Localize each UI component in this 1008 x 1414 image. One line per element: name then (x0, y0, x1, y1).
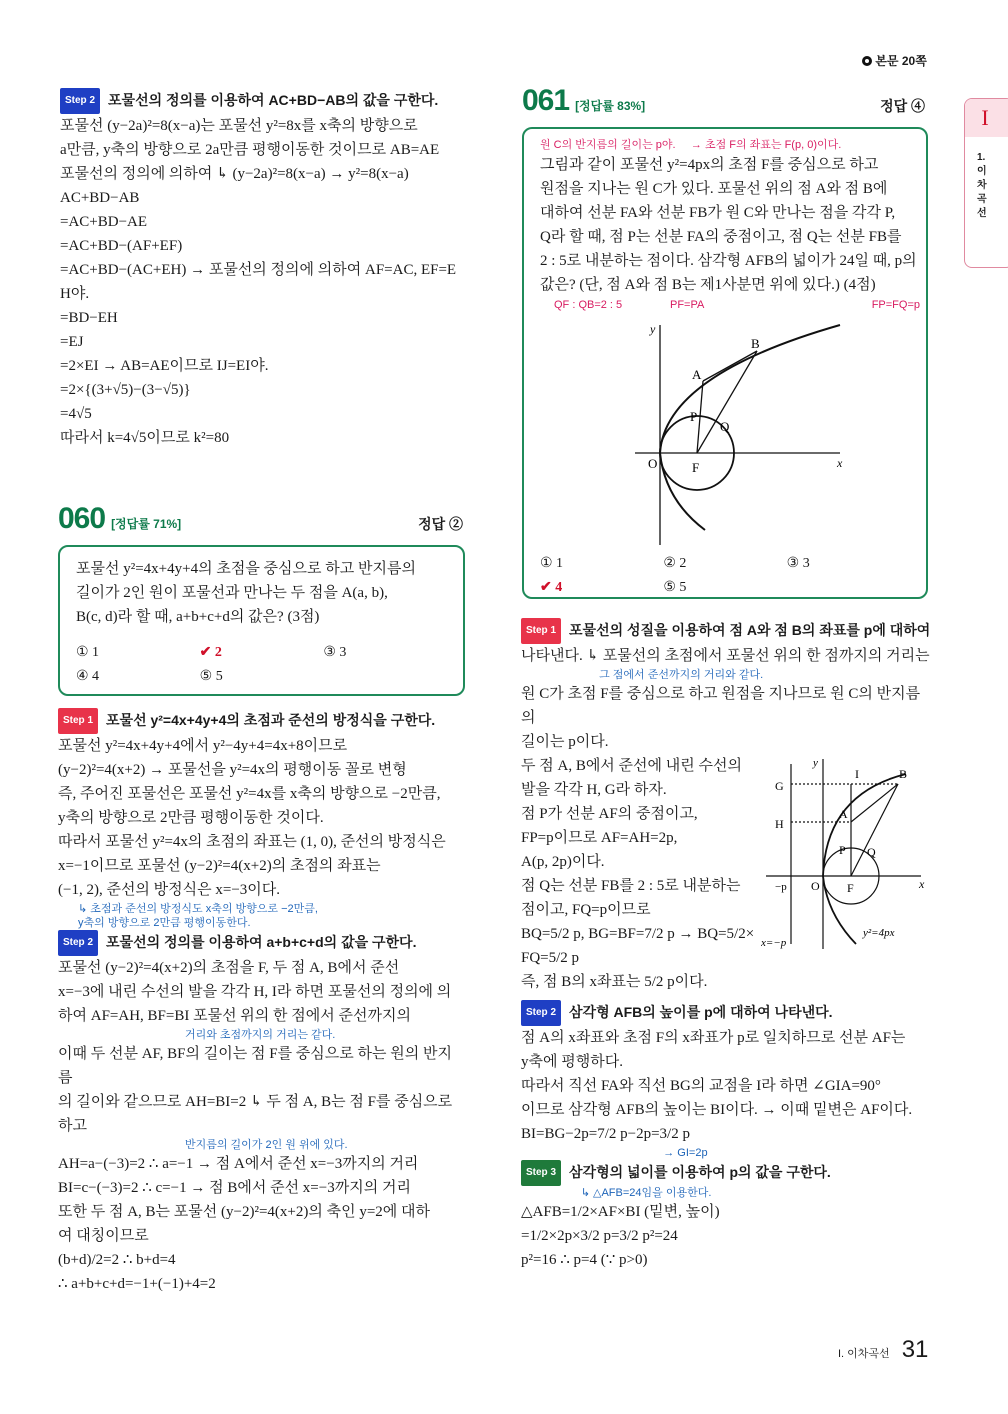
text-line: y축에 평행하다. (521, 1054, 623, 1070)
choices (540, 552, 910, 600)
solution-060 (58, 708, 465, 1296)
label-f: F (692, 460, 700, 475)
note-radius: 원 C의 반지름의 길이는 p야. (540, 139, 676, 151)
annotation: 반지름의 길이가 2인 원 위에 있다. (78, 1139, 348, 1151)
text-line: AH=a−(−3)=2 ∴ a=−1 → 점 A에서 준선 x=−3까지의 거리 (58, 1156, 419, 1172)
label-q: Q (867, 845, 876, 859)
text-line: BI=c−(−3)=2 ∴ c=−1 → 점 B에서 준선 x=−3까지의 거리 (58, 1180, 411, 1196)
text-line: 포물선 y²=4x+4y+4에서 y²−4y+4=4x+8이므로 (58, 738, 348, 754)
text-line: =2×EI → AB=AE이므로 IJ=EI야. (60, 358, 269, 374)
solution-figure (761, 754, 931, 954)
step-badge: Step 2 (58, 930, 98, 956)
text-line: =AC+BD−AE (60, 214, 148, 230)
label-y: y (813, 757, 818, 769)
text-line: ∴ a+b+c+d=−1+(−1)+4=2 (58, 1276, 216, 1292)
text-line: y축의 방향으로 2만큼 평행이동한 것이다. (58, 810, 324, 826)
annotation: 거리와 초점까지의 거리는 같다. (78, 1029, 336, 1041)
text-line: x=−1이므로 포물선 (y−2)²=4(x+2)의 초점의 좌표는 (58, 858, 381, 874)
step-title: 포물선의 정의를 이용하여 a+b+c+d의 값을 구한다. (106, 934, 417, 950)
annotation: → GI=2p (541, 1147, 708, 1159)
step-title: 삼각형의 넓이를 이용하여 p의 값을 구한다. (569, 1164, 831, 1180)
text-line: 점 P가 선분 AF의 중점이고, (521, 806, 698, 822)
step-header (521, 618, 931, 644)
choice-4[interactable]: ✔ 4 (540, 580, 563, 595)
choices (76, 641, 447, 689)
solution-lines (60, 114, 465, 450)
text-line: 따라서 k=4√5이므로 k²=80 (60, 430, 230, 446)
step-title: 삼각형 AFB의 높이를 p에 대하여 나타낸다. (569, 1004, 833, 1020)
text-line: AC+BD−AB (60, 190, 140, 206)
label-o: O (811, 879, 820, 893)
step-title: 포물선 y²=4x+4y+4의 초점과 준선의 방정식을 구한다. (106, 712, 436, 728)
question-061 (522, 84, 925, 118)
step-header (60, 88, 465, 114)
text-line: 따라서 직선 FA와 직선 BG의 교점을 I라 하면 ∠GIA=90° (521, 1078, 881, 1094)
text-line: 점 Q는 선분 FB를 2 : 5로 내분하는 (521, 878, 741, 894)
text-line: =EJ (60, 334, 84, 350)
text-line: 대하여 선분 FA와 선분 FB가 원 C와 만나는 점을 각각 P, (540, 205, 896, 221)
segment-ab (851, 784, 898, 822)
note-focus: → 초점 F의 좌표는 F(p, 0)이다. (690, 139, 842, 151)
correct-rate: [정답률 83%] (575, 99, 646, 113)
step-badge: Step 2 (521, 1000, 561, 1026)
text-line: 의 길이와 같으므로 AH=BI=2 ↳ 두 점 A, B는 점 F를 중심으로 하고 (58, 1094, 453, 1134)
step-badge: Step 1 (58, 708, 98, 734)
choice-3[interactable]: ③ 3 (323, 645, 347, 660)
text-line: p²=16 ∴ p=4 (∵ p>0) (521, 1252, 648, 1268)
label-h: H (775, 817, 784, 831)
text-line: 나타낸다. ↳ 포물선의 초점에서 포물선 위의 한 점까지의 거리는 (521, 648, 930, 664)
label-x: x (919, 877, 925, 891)
label-p: P (690, 409, 698, 424)
text-line: 포물선의 정의에 의하여 ↳ (y−2a)²=8(x−a) → y²=8(x−a) (60, 166, 409, 182)
solution-061 (521, 618, 931, 1272)
text-line: BQ=5/2 p, BG=BF=7/2 p → BQ=5/2×FQ=5/2 p (521, 926, 755, 966)
solution-lines (58, 956, 465, 1296)
question-text (76, 557, 447, 629)
annotation: y축의 방향으로 2만큼 평행이동한다. (78, 917, 251, 929)
text-line: =4√5 (60, 406, 92, 422)
text-line: 하여 AF=AH, BF=BI 포물선 위의 한 점에서 준선까지의 (58, 1008, 411, 1024)
text-line: 길이가 2인 원이 포물선과 만나는 두 점을 A(a, b), (76, 585, 388, 601)
text-line: 길이는 p이다. (521, 734, 609, 750)
note-ratio: QF : QB=2 : 5 (554, 299, 623, 311)
text-line: 포물선 (y−2)²=4(x+2)의 초점을 F, 두 점 A, B에서 준선 (58, 960, 400, 976)
label-i: I (855, 767, 859, 781)
text-line: 두 점 A, B에서 준선에 내린 수선의 발을 각각 H, G라 하자. (521, 758, 742, 798)
text-line: 또한 두 점 A, B는 포물선 (y−2)²=4(x+2)의 축인 y=2에 대하 (58, 1204, 431, 1220)
page-reference[interactable] (862, 52, 927, 69)
label-p: P (839, 843, 846, 857)
text-line: 값은? (단, 점 A와 점 B는 제1사분면 위에 있다.) (4점) (540, 277, 876, 293)
text-line: A(p, 2p)이다. (521, 854, 605, 870)
label-o: O (648, 456, 658, 471)
text-line: B(c, d)라 할 때, a+b+c+d의 값은? (3점) (76, 609, 320, 625)
segment-fb (697, 351, 757, 453)
choice-5[interactable]: ⑤ 5 (663, 580, 687, 595)
chapter-side-tab[interactable] (964, 98, 1008, 268)
note-radius-eq: FP=FQ=p (871, 299, 920, 311)
annotation: ↳ △AFB=24임을 이용한다. (541, 1187, 712, 1199)
chapter-roman: I (965, 99, 1008, 137)
choice-4[interactable]: ④ 4 (76, 669, 100, 684)
prev-solution (60, 88, 465, 450)
question-number: 060 (58, 502, 106, 535)
step-badge: Step 2 (60, 88, 100, 114)
text-line: (−1, 2), 준선의 방정식은 x=−3이다. (58, 882, 281, 898)
question-060 (58, 502, 463, 536)
text-line: =AC+BD−(AC+EH) → 포물선의 정의에 의하여 AF=AC, EF=EH야. (60, 262, 457, 302)
text-line: 원점을 지나는 원 C가 있다. 포물선 위의 점 A와 점 B에 (540, 181, 888, 197)
annotation-top (540, 137, 910, 153)
step-header (521, 1000, 931, 1026)
label-directrix: x=−p (761, 937, 787, 949)
page-footer (838, 1336, 928, 1364)
label-a: A (839, 807, 848, 821)
step-badge: Step 1 (521, 618, 561, 644)
step-badge: Step 3 (521, 1160, 561, 1186)
chapter-label: 1. 이차곡선 (977, 152, 987, 219)
circle-bullet-icon (862, 56, 872, 66)
text-line: BI=BG−2p=7/2 p−2p=3/2 p (521, 1126, 690, 1142)
label-neg-p: −p (775, 881, 787, 893)
text-line: 원 C가 초점 F를 중심으로 하고 원점을 지나므로 원 C의 반지름의 (521, 686, 921, 726)
correct-rate: [정답률 71%] (111, 517, 182, 531)
choice-2[interactable]: ✔ 2 (199, 645, 222, 660)
solution-lines (58, 734, 465, 930)
annotation-bottom (540, 297, 920, 315)
text-line: =2×{(3+√5)−(3−√5)} (60, 382, 191, 398)
text-line: 점이고, FQ=p이므로 (521, 902, 651, 918)
step-header (58, 930, 465, 956)
choice-3[interactable]: ③ 3 (786, 556, 810, 571)
choice-1[interactable]: ① 1 (76, 645, 100, 660)
label-a: A (692, 367, 702, 382)
text-line: =1/2×2p×3/2 p=3/2 p²=24 (521, 1228, 678, 1244)
question-box-060 (58, 545, 465, 696)
parabola-figure (540, 315, 910, 547)
step-title: 포물선의 정의를 이용하여 AC+BD−AB의 값을 구한다. (108, 92, 439, 108)
text-line: 즉, 주어진 포물선은 포물선 y²=4x를 x축의 방향으로 −2만큼, (58, 786, 441, 802)
text-line: x=−3에 내린 수선의 발을 각각 H, I라 하면 포물선의 정의에 의 (58, 984, 452, 1000)
text-line: 그림과 같이 포물선 y²=4px의 초점 F를 중심으로 하고 (540, 157, 879, 173)
label-g: G (775, 779, 784, 793)
parabola-upper (823, 774, 906, 876)
answer-label: 정답 ② (418, 516, 463, 532)
text-line: 따라서 포물선 y²=4x의 초점의 좌표는 (1, 0), 준선의 방정식은 (58, 834, 446, 850)
text-line: 즉, 점 B의 x좌표는 5/2 p이다. (521, 974, 708, 990)
text-line: Q라 할 때, 점 P는 선분 FA의 중점이고, 점 Q는 선분 FB를 (540, 229, 902, 245)
text-line: 이므로 삼각형 AFB의 높이는 BI이다. → 이때 밑변은 AF이다. (521, 1102, 913, 1118)
text-line: 포물선 (y−2a)²=8(x−a)는 포물선 y²=8x를 x축의 방향으로 (60, 118, 418, 134)
text-line: (b+d)/2=2 ∴ b+d=4 (58, 1252, 176, 1268)
step-header (521, 1160, 931, 1186)
note-midpoint: PF=PA (670, 299, 705, 311)
label-b: B (751, 336, 760, 351)
annotation: 그 점에서 준선까지의 거리와 같다. (541, 669, 764, 681)
text-line: (y−2)²=4(x+2) → 포물선을 y²=4x의 평행이동 꼴로 변형 (58, 762, 407, 778)
choice-5[interactable]: ⑤ 5 (199, 669, 223, 684)
label-x: x (837, 456, 843, 470)
text-line: △AFB=1/2×AF×BI (밑변, 높이) (521, 1204, 720, 1220)
label-q: Q (720, 419, 730, 434)
page-ref-text: 본문 20쪽 (875, 54, 927, 68)
text-line: 이때 두 선분 AF, BF의 길이는 점 F를 중심으로 하는 원의 반지름 (58, 1046, 452, 1086)
solution-lines (521, 644, 931, 994)
text-line: a만큼, y축의 방향으로 2a만큼 평행이동한 것이므로 AB=AE (60, 142, 440, 158)
solution-lines (521, 1026, 931, 1160)
solution-lines (521, 1186, 931, 1272)
label-curve: y²=4px (863, 927, 895, 939)
text-line: 2 : 5로 내분하는 점이다. 삼각형 AFB의 넓이가 24일 때, p의 (540, 253, 917, 269)
question-box-061 (522, 127, 928, 599)
annotation: ↳ 초점과 준선의 방정식도 x축의 방향으로 −2만큼, (78, 903, 318, 915)
text-line: =AC+BD−(AF+EF) (60, 238, 183, 254)
choice-1[interactable]: ① 1 (540, 556, 564, 571)
page-number: 31 (901, 1336, 929, 1363)
label-y: y (650, 322, 656, 336)
question-number: 061 (522, 84, 570, 117)
text-line: =BD−EH (60, 310, 118, 326)
text-line: 여 대칭이므로 (58, 1228, 149, 1244)
step-title: 포물선의 성질을 이용하여 점 A와 점 B의 좌표를 p에 대하여 (569, 622, 931, 638)
footer-chapter: I. 이차곡선 (838, 1348, 890, 1360)
question-text (540, 153, 917, 297)
text-line: 포물선 y²=4x+4y+4의 초점을 중심으로 하고 반지름의 (76, 561, 416, 577)
choice-2[interactable]: ② 2 (663, 556, 687, 571)
text-line: 점 A의 x좌표와 초점 F의 x좌표가 p로 일치하므로 선분 AF는 (521, 1030, 906, 1046)
parabola-upper (660, 325, 840, 453)
label-f: F (847, 881, 854, 895)
step-header (58, 708, 465, 734)
label-b: B (899, 767, 908, 781)
text-line: FP=p이므로 AF=AH=2p, (521, 830, 678, 846)
answer-label: 정답 ④ (880, 98, 925, 114)
